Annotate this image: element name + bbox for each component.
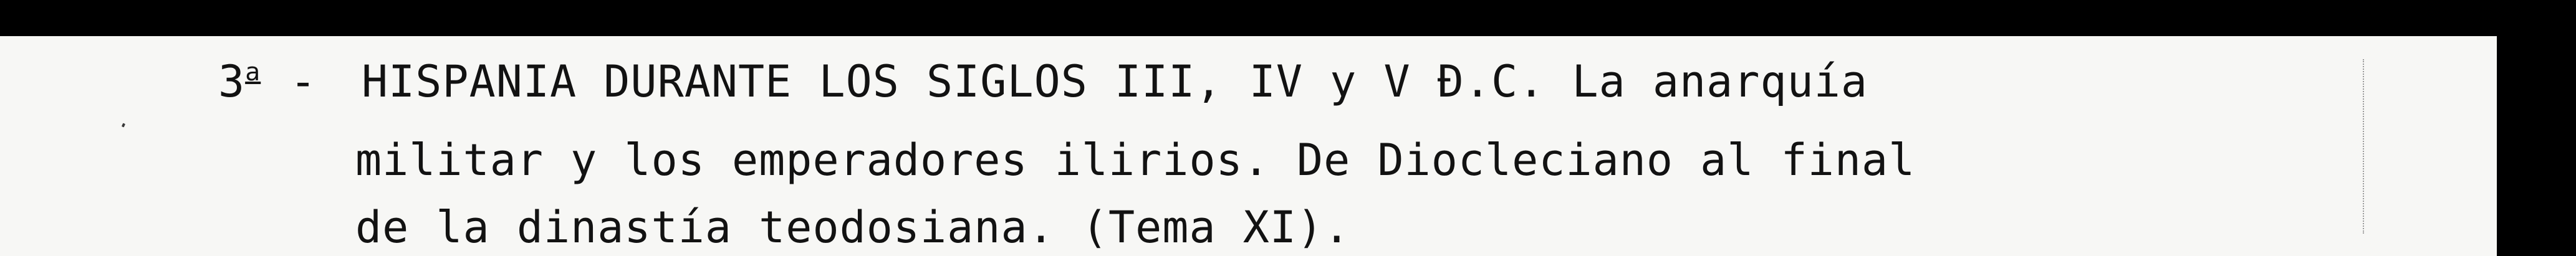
entry-text-line-3: de la dinastía teodosiana. (Tema XI). [355,202,1351,253]
entry-text-line-2: militar y los emperadores ilirios. De Diocleciano al final [355,135,1916,186]
scan-margin-line [2363,59,2365,234]
scan-right-border [2497,0,2576,256]
entry-text-line-1: HISPANIA DURANTE LOS SIGLOS III, IV y V Đ.C. La anarquía [362,56,1868,107]
scan-speck [122,123,125,127]
scan-top-border [0,0,2576,36]
entry-ordinal-suffix: a [245,58,261,87]
entry-number: 3$^a$ [218,56,261,107]
entry-dash: - [290,56,317,107]
